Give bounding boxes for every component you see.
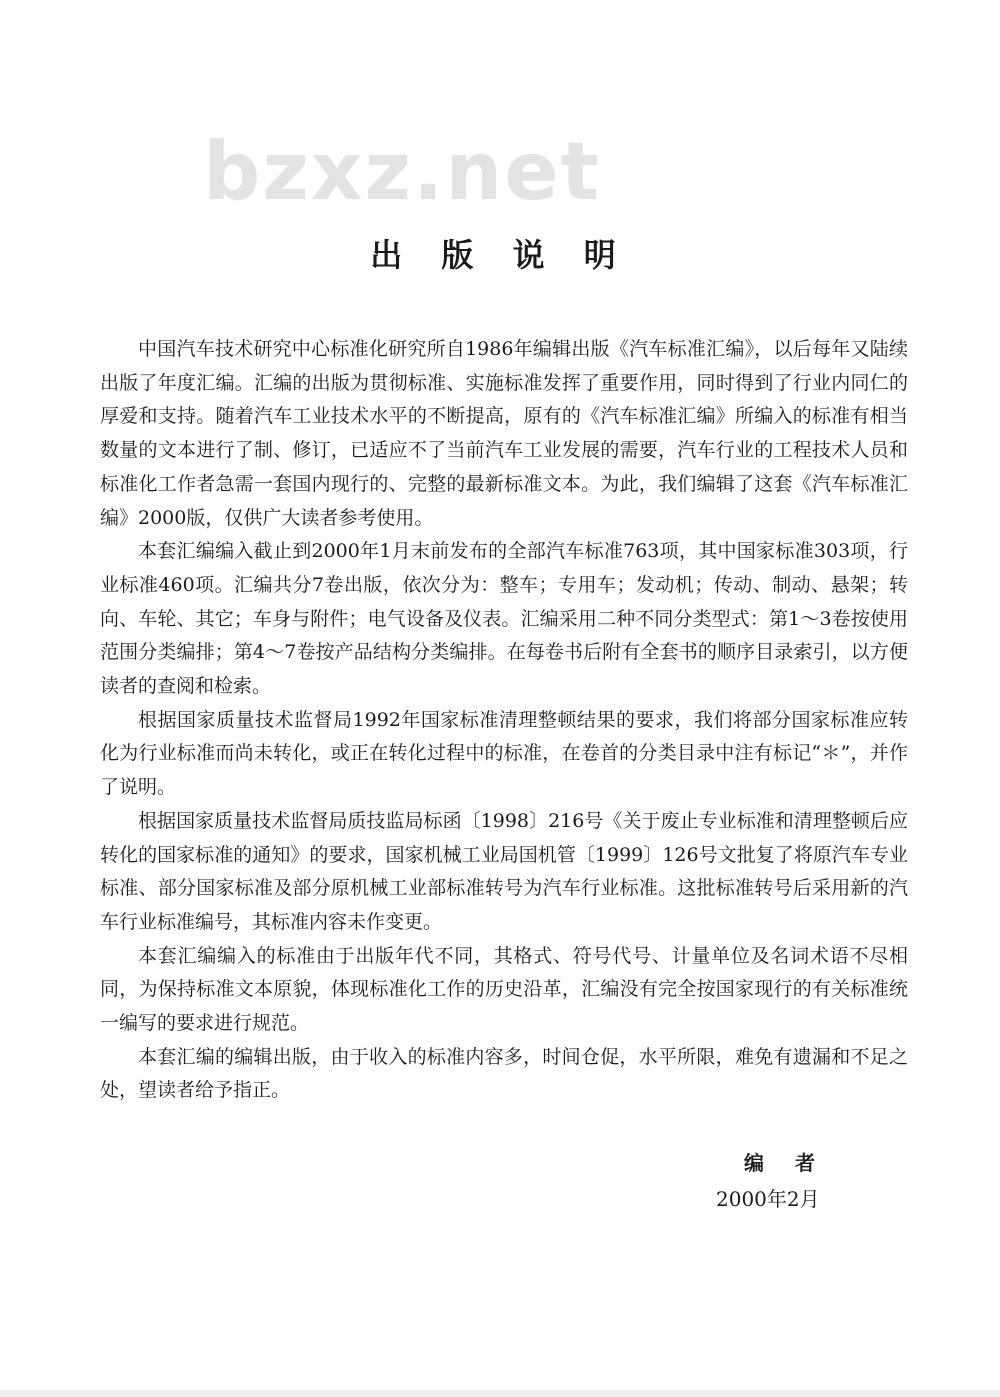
body-text <box>100 333 908 1108</box>
signature-editor: 编 者 <box>744 1151 827 1175</box>
signature-date: 2000年2月 <box>716 1187 820 1211</box>
page-bottom-edge <box>0 1390 1000 1397</box>
paragraph-5: 本套汇编编入的标准由于出版年代不同，其格式、符号代号、计量单位及名词术语不尽相同，为保持标准文本原貌，体现标准化工作的历史沿革，汇编没有完全按国家现行的有关标准统一编写的要求进行规范。 <box>100 944 908 1035</box>
watermark-text: bzxz.net <box>203 125 601 218</box>
page-title: 出 版 说 明 <box>370 236 630 274</box>
paragraph-6: 本套汇编的编辑出版，由于收入的标准内容多，时间仓促，水平所限，难免有遗漏和不足之处，望读者给予指正。 <box>100 1045 908 1102</box>
paragraph-3: 根据国家质量技术监督局1992年国家标准清理整顿结果的要求，我们将部分国家标准应转化为行业标准而尚未转化，或正在转化过程中的标准，在卷首的分类目录中注有标记“＊”，并作了说明。 <box>100 708 908 799</box>
paragraph-2: 本套汇编编入截止到2000年1月末前发布的全部汽车标准763项，其中国家标准303项，行业标准460项。汇编共分7卷出版，依次分为：整车；专用车；发动机；传动、制动、悬架；转向、车轮、其它；车身与附件；电气设备及仪表。汇编采用二种不同分类型式：第1～3卷按使用范围分类编排；第4～7卷按产品结构分类编排。在每卷书后附有全套书的顺序目录索引，以方便读者的查阅和检索。 <box>100 540 908 698</box>
paragraph-4: 根据国家质量技术监督局质技监局标函〔1998〕216号《关于废止专业标准和清理整顿后应转化的国家标准的通知》的要求，国家机械工业局国机管〔1999〕126号文批复了将原汽车专业标准、部分国家标准及部分原机械工业部标准转号为汽车行业标准。这批标准转号后采用新的汽车行业标准编号，其标准内容未作变更。 <box>100 809 908 933</box>
paragraph-1: 中国汽车技术研究中心标准化研究所自1986年编辑出版《汽车标准汇编》，以后每年又陆续出版了年度汇编。汇编的出版为贯彻标准、实施标准发挥了重要作用，同时得到了行业内同仁的厚爱和支持。随着汽车工业技术水平的不断提高，原有的《汽车标准汇编》所编入的标准有相当数量的文本进行了制、修订，已适应不了当前汽车工业发展的需要，汽车行业的工程技术人员和标准化工作者急需一套国内现行的、完整的最新标准文本。为此，我们编辑了这套《汽车标准汇编》2000版，仅供广大读者参考使用。 <box>100 338 908 529</box>
